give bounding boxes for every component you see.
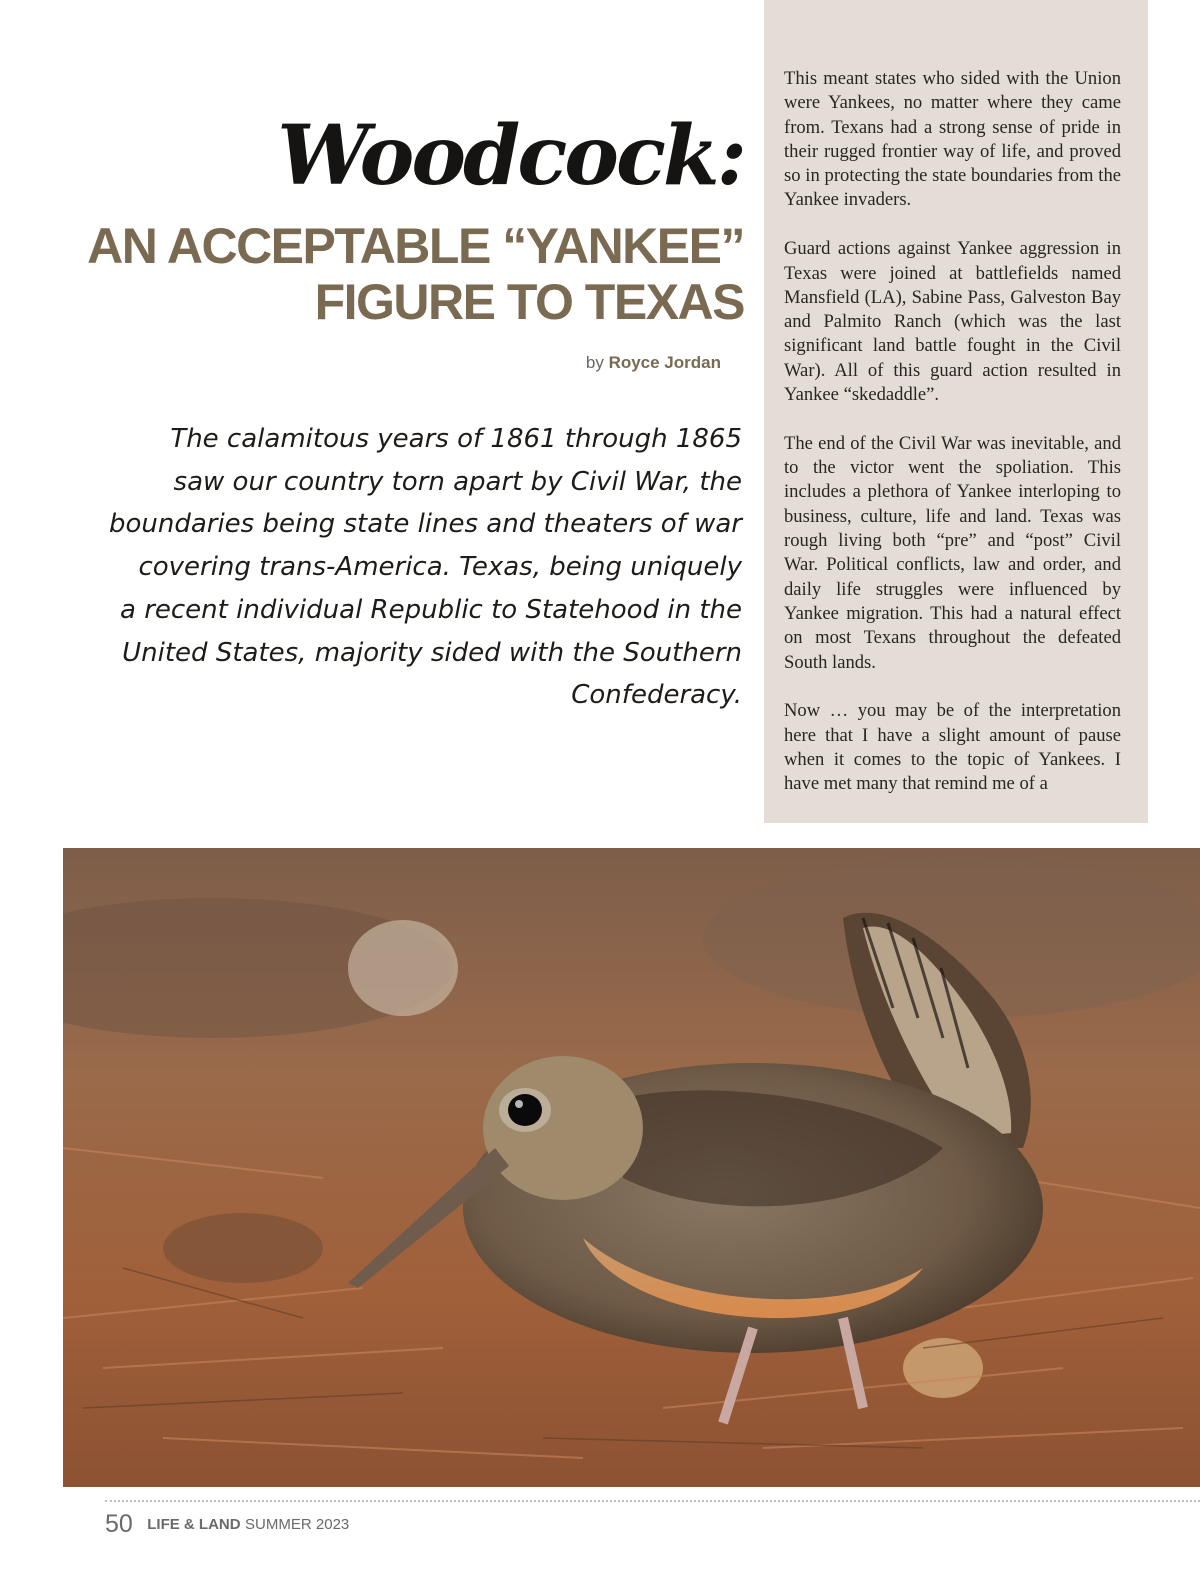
byline-author: Royce Jordan <box>608 353 721 372</box>
sidebar-paragraph: The end of the Civil War was inevitable, and to the victor went the spoliation. This includes a plethora of Yankee interloping to business, culture, life and land. Texas was rough living both “pre” and “post” Civil War. Political conflicts, law and order, and daily life struggles were influenced by Yankee migration. This had a natural effect on most Texans throughout the defeated South lands. <box>784 432 1121 673</box>
sidebar-paragraph: This meant states who sided with the Union were Yankees, no matter where they came from. Texans had a strong sense of pride in their rugged frontier way of life, and proved so in protecting the state boundaries from the Yankee invaders. <box>784 68 1121 211</box>
woodcock-photo <box>63 848 1200 1487</box>
byline-prefix: by <box>585 353 604 372</box>
issue-date: SUMMER 2023 <box>245 1516 350 1533</box>
script-title: Woodcock: <box>277 108 744 204</box>
sidebar-panel <box>764 0 1148 823</box>
page-footer <box>105 1510 349 1539</box>
intro-paragraph <box>102 418 742 717</box>
headline <box>84 218 744 330</box>
footer-divider <box>105 1500 1200 1502</box>
byline <box>586 353 721 373</box>
intro-line: The calamitous years of 1861 through 1865 <box>170 424 742 454</box>
headline-line: FIGURE TO TEXAS <box>314 274 744 330</box>
intro-line: covering trans-America. Texas, being uniquely <box>138 552 742 583</box>
intro-line: United States, majority sided with the Southern <box>122 637 742 668</box>
publication-name: LIFE & LAND <box>147 1516 241 1533</box>
sidebar-body <box>784 67 1121 821</box>
intro-line: boundaries being state lines and theaters of war <box>108 509 742 540</box>
sidebar-paragraph: Guard actions against Yankee aggression in Texas were joined at battlefields named Mansfield (LA), Sabine Pass, Galveston Bay and Palmito Ranch (which was the last significant land battle fought in the Civil War). All of this guard action resulted in Yankee “skedaddle”. <box>784 238 1121 406</box>
sidebar-paragraph: Now … you may be of the interpretation here that I have a slight amount of pause when it comes to the topic of Yankees. I have met many that remind me of a <box>784 700 1121 795</box>
page-number: 50 <box>105 1510 133 1538</box>
woodcock-illustration <box>63 848 1200 1487</box>
intro-line: a recent individual Republic to Statehood in the <box>120 594 742 625</box>
intro-line: Confederacy. <box>571 680 742 711</box>
headline-line: AN ACCEPTABLE “YANKEE” <box>87 218 744 274</box>
intro-line: saw our country torn apart by Civil War, the <box>173 466 742 497</box>
